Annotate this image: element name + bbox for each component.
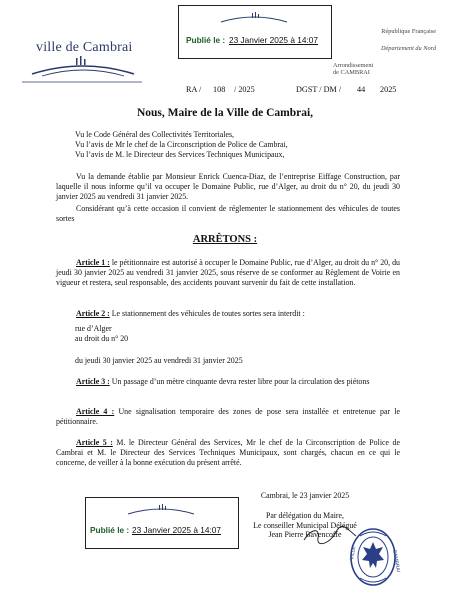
department-label: Département du Nord [380, 45, 436, 52]
svg-text:CAMBRAI: CAMBRAI [391, 549, 401, 573]
publication-stamp-bottom [85, 497, 239, 549]
signature-role: Le conseiller Municipal Délégué [253, 520, 357, 530]
ra-label: RA / [186, 85, 202, 94]
signature-name: Jean Pierre Bavencoffe [268, 530, 342, 539]
publication-label: Publié le : [90, 525, 130, 535]
publication-date: 23 Janvier 2025 à 14:07 [229, 35, 319, 45]
considerations-list [75, 130, 288, 160]
publication-date: 23 Janvier 2025 à 14:07 [132, 525, 222, 535]
request-paragraph: Vu la demande établie par Monsieur Enrick Cuenca-Diaz, de l’entreprise Eiffage Construction, par laquelle il nous informe qu’il va occuper le Domaine Public, rue d’Alger, au droit du n° 20, du jeudi 30 janvier 2025 au vendredi 31 janvier 2025. [56, 172, 400, 201]
publication-label: Publié le : [186, 35, 226, 45]
svg-text:VILLE: VILLE [349, 545, 358, 561]
stamp-logo-icon [126, 504, 196, 516]
article-2-place: rue d’Alger au droit du n° 20 [75, 324, 129, 343]
page-title: Nous, Maire de la Ville de Cambrai, [136, 107, 314, 119]
header-separator [22, 80, 142, 84]
decision-heading: ARRÊTONS : [192, 234, 258, 245]
publication-stamp-top [178, 5, 332, 59]
considering-paragraph: Considérant qu’à cette occasion il convient de réglementer le stationnement des véhicules de toutes sortes [56, 204, 400, 223]
consideration-item: Vu le Code Général des Collectivités Territoriales, [75, 130, 235, 139]
official-seal-icon [348, 526, 401, 588]
stamp-logo-icon [219, 12, 289, 24]
arrondissement-label: Arrondissement de CAMBRAI [333, 62, 374, 76]
ra-number: 108 [213, 85, 226, 94]
dgst-label: DGST / DM / [296, 85, 342, 94]
article-2: Article 2 : Le stationnement des véhicules de toutes sortes sera interdit : [76, 309, 305, 318]
ra-year: / 2025 [234, 85, 255, 94]
consideration-item: Vu l’avis de Mr le chef de la Circonscription de Police de Cambrai, [75, 140, 288, 149]
signature-delegation: Par délégation du Maire, [265, 511, 344, 520]
republic-label: République Française [381, 28, 436, 35]
article-2-period: du jeudi 30 janvier 2025 au vendredi 31 janvier 2025 [75, 356, 243, 365]
dgst-number: 44 [357, 85, 366, 94]
consideration-item: Vu l’avis de M. le Directeur des Services Techniques Municipaux, [75, 150, 285, 159]
logo-text: ville de Cambrai [36, 40, 133, 55]
dgst-year: 2025 [380, 85, 397, 94]
article-5: Article 5 : M. le Directeur Général des Services, Mr le chef de la Circonscription de Police de Cambrai et M. le Directeur des Services Techniques Municipaux, sont chargés, chacun en ce qui le concerne, de veiller à la bonne exécution du présent arrêté. [56, 438, 400, 467]
article-3: Article 3 : Un passage d’un mètre cinquante devra rester libre pour la circulation des piétons [76, 377, 370, 386]
logo-swoosh-icon [28, 56, 138, 78]
article-1: Article 1 : le pétitionnaire est autorisé à occuper le Domaine Public, rue d’Alger, au droit du n° 20, du jeudi 30 janvier 2025 au vendredi 31 janvier 2025, sous réserve de se conformer au Règlement de Voirie en vigueur et restera, seul responsable, des accidents pouvant survenir du fait de cette installation. [56, 258, 400, 287]
article-4: Article 4 : Une signalisation temporaire des zones de pose sera installée et entretenue par le pétitionnaire. [56, 407, 400, 426]
signature-place-date: Cambrai, le 23 janvier 2025 [260, 491, 350, 500]
